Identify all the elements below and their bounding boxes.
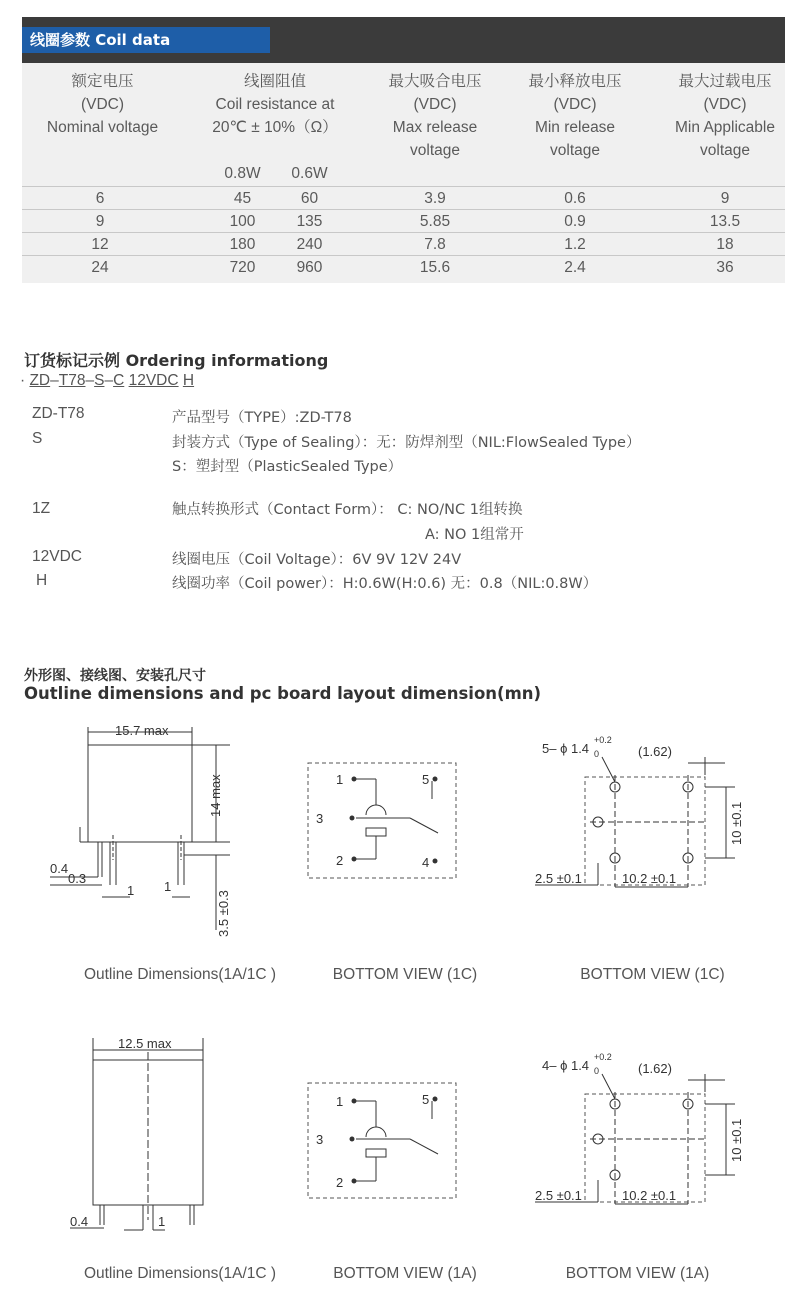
col-header-min-release-voltage: 最小释放电压 (VDC) Min release voltage (528, 73, 622, 159)
dim-tol-up: +0.2 (594, 735, 612, 745)
ordering-label-power: H (36, 572, 48, 589)
coil-section-title: 线圈参数 Coil data (22, 27, 270, 53)
ordering-label-sealing: S (32, 430, 43, 447)
dim-1-left: 1 (127, 883, 135, 898)
ordering-desc-contact: 触点转换形式（Contact Form）： C: NO/NC 1组转换 (172, 502, 523, 518)
ordering-example: · ZD–T78–S–C 12VDC H (20, 372, 195, 389)
ordering-desc-type: 产品型号（TYPE）:ZD-T78 (172, 410, 352, 426)
dim-1-right: 1 (164, 879, 172, 894)
pin-2-label-1a: 2 (336, 1175, 344, 1190)
pin-3-label: 3 (316, 811, 324, 826)
bottom-view-1a (300, 1075, 465, 1205)
outline-title-en: Outline dimensions and pc board layout dimension(mn) (24, 684, 542, 703)
ordering-desc-voltage: 线圈电压（Coil Voltage）：6V 9V 12V 24V (172, 552, 462, 568)
pin-4-label: 4 (422, 855, 430, 870)
pin-1-label: 1 (336, 772, 344, 787)
dim-0.4-1a: 0.4 (70, 1214, 89, 1229)
col-header-coil-resistance: 线圈阻值 Coil resistance at 20℃ ± 10%（Ω） (212, 73, 338, 136)
ordering-label-voltage: 12VDC (32, 548, 82, 565)
ordering-title: 订货标记示例 Ordering informationg (24, 351, 329, 370)
col-header-max-release-voltage: 最大吸合电压 (VDC) Max release voltage (388, 73, 482, 159)
pin-3-label-1a: 3 (316, 1132, 324, 1147)
outline-drawing-1a (60, 1030, 220, 1235)
ordering-desc-sealing-alt: S：塑封型（PlasticSealed Type） (172, 459, 403, 475)
pin-5-label-1a: 5 (422, 1092, 430, 1107)
table-row: 9 100 135 5.85 0.9 13.5 (22, 209, 785, 233)
ordering-desc-sealing: 封装方式（Type of Sealing）：无：防焊剂型（NIL:FlowSealed Type） (172, 435, 641, 451)
pin-5-label: 5 (422, 772, 430, 787)
caption-outline-1c: Outline Dimensions(1A/1C ) (83, 966, 277, 983)
dim-pin-length: 3.5 ±0.3 (216, 890, 231, 937)
pcb-layout-1a (530, 1052, 770, 1212)
dim-width-1a: 12.5 max (118, 1036, 172, 1051)
dim-2.5: 2.5 ±0.1 (535, 871, 582, 886)
ordering-label-contact: 1Z (32, 500, 51, 517)
dim-0.3: 0.3 (68, 871, 87, 886)
dim-1.62-1a: (1.62) (638, 1061, 672, 1076)
dim-1.62: (1.62) (638, 744, 672, 759)
ordering-desc-power: 线圈功率（Coil power）：H:0.6W(H:0.6) 无：0.8（NIL:0.8W） (172, 576, 598, 592)
table-row: 24 720 960 15.6 2.4 36 (22, 255, 785, 279)
dim-0.4: 0.4 (50, 861, 69, 876)
dim-10: 10 ±0.1 (729, 801, 744, 845)
caption-outline-1a: Outline Dimensions(1A/1C ) (83, 1265, 277, 1282)
dim-tol-up-1a: +0.2 (594, 1052, 612, 1062)
dim-10-1a: 10 ±0.1 (729, 1118, 744, 1162)
caption-bottom-1a-wiring: BOTTOM VIEW (1A) (333, 1265, 477, 1282)
pin-2-label: 2 (336, 853, 344, 868)
pin-1-label-1a: 1 (336, 1094, 344, 1109)
table-row: 6 45 60 3.9 0.6 9 (22, 186, 785, 210)
ordering-desc-contact-alt: A: NO 1组常开 (425, 527, 524, 543)
caption-bottom-1c-wiring: BOTTOM VIEW (1C) (332, 966, 478, 983)
dim-height: 14 max (208, 774, 223, 817)
col-header-max-overload-voltage: 最大过载电压 (VDC) Min Applicable voltage (675, 73, 775, 159)
dim-holes-1c: 5– ϕ 1.4 (542, 741, 590, 756)
caption-bottom-1a-pcb: BOTTOM VIEW (1A) (565, 1265, 710, 1282)
dim-tol-lo: 0 (594, 749, 600, 759)
bottom-view-1c (300, 755, 465, 885)
dim-tol-lo-1a: 0 (594, 1066, 600, 1076)
pcb-layout-1c (530, 735, 770, 895)
table-row: 12 180 240 7.8 1.2 18 (22, 232, 785, 256)
dim-10.2: 10.2 ±0.1 (622, 871, 677, 886)
dim-2.5-1a: 2.5 ±0.1 (535, 1188, 582, 1203)
dim-width-1c: 15.7 max (115, 723, 169, 738)
dim-10.2-1a: 10.2 ±0.1 (622, 1188, 677, 1203)
subheader-0.6w: 0.6W (291, 165, 328, 182)
dim-holes-1a: 4– ϕ 1.4 (542, 1058, 590, 1073)
ordering-label-type: ZD-T78 (32, 405, 85, 422)
dim-1-1a: 1 (158, 1214, 166, 1229)
col-header-nominal-voltage: 额定电压 (VDC) Nominal voltage (46, 73, 159, 136)
outline-title-cn: 外形图、接线图、安装孔尺寸 (24, 668, 206, 684)
subheader-0.8w: 0.8W (224, 165, 261, 182)
outline-drawing-1c (40, 715, 250, 945)
caption-bottom-1c-pcb: BOTTOM VIEW (1C) (580, 966, 725, 983)
